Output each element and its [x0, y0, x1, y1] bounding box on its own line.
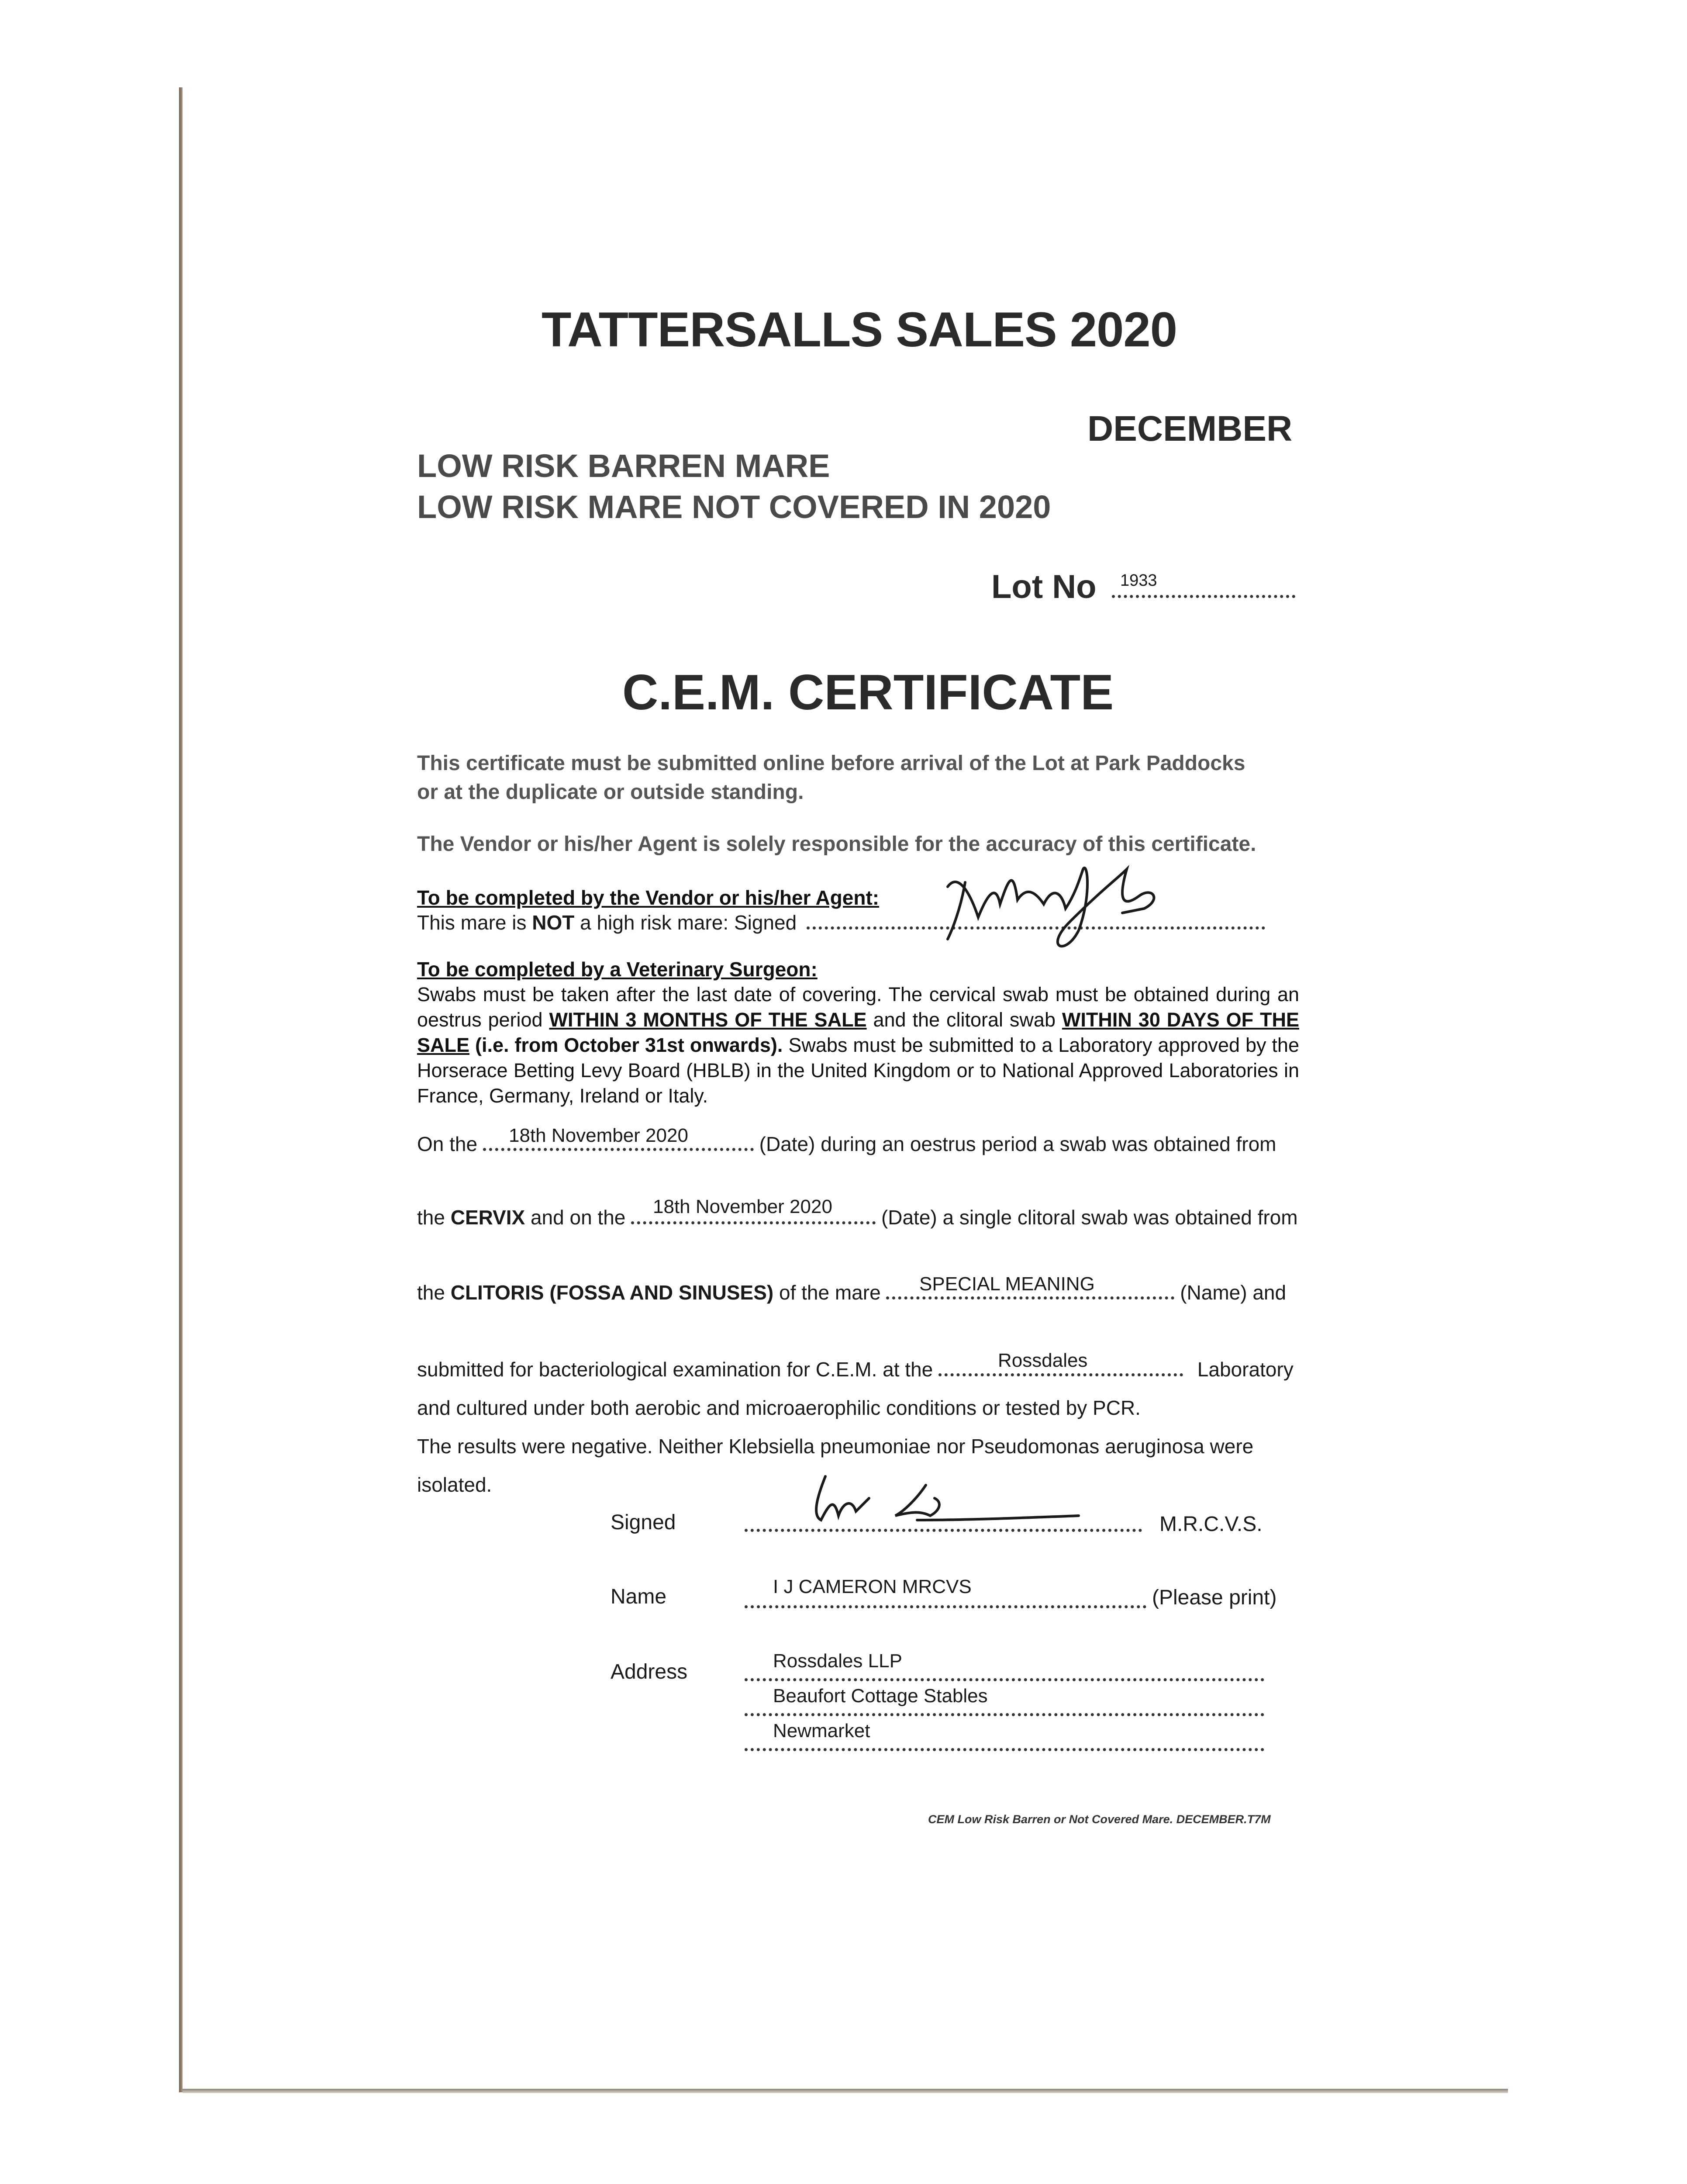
vet-heading: To be completed by a Veterinary Surgeon: [417, 958, 818, 981]
address-label: Address [611, 1660, 688, 1683]
vendor-text-prefix: This mare is [417, 911, 532, 934]
vendor-text-bold: NOT [532, 911, 575, 934]
address-line-3: Newmarket [773, 1720, 870, 1742]
vet-bold-october: (i.e. from October 31st onwards). [469, 1034, 783, 1056]
mrcvs-label: M.R.C.V.S. [1159, 1513, 1263, 1536]
page-edge-left [179, 87, 183, 2092]
form-line-4-suffix: Laboratory [1197, 1358, 1294, 1381]
subtitle-line-2: LOW RISK MARE NOT COVERED IN 2020 [417, 489, 1051, 525]
certificate-title: C.E.M. CERTIFICATE [622, 665, 1114, 720]
lot-label: Lot No [991, 568, 1097, 605]
form-line-2-prefix-a: the [417, 1206, 451, 1229]
form-line-4-prefix: submitted for bacteriological examination for C.E.M. at the [417, 1358, 933, 1381]
form-line-4 [417, 1358, 1294, 1381]
form-line-2 [417, 1206, 1298, 1229]
form-line-3 [417, 1281, 1286, 1304]
sale-month: DECEMBER [1087, 409, 1293, 449]
mare-name-value: SPECIAL MEANING [919, 1273, 1095, 1295]
form-line-2-prefix-b: and on the [525, 1206, 626, 1229]
form-line-2-suffix: (Date) a single clitoral swab was obtained from [881, 1206, 1298, 1229]
vet-name-value: I J CAMERON MRCVS [773, 1576, 972, 1597]
vendor-signature [935, 843, 1179, 974]
form-line-6: The results were negative. Neither Klebsiella pneumoniae nor Pseudomonas aeruginosa were [417, 1435, 1254, 1458]
vet-text-2: and the clitoral swab [866, 1009, 1062, 1031]
form-line-2-bold: CERVIX [450, 1206, 525, 1229]
form-line-1-suffix: (Date) during an oestrus period a swab was obtained from [759, 1133, 1276, 1155]
subtitle-line-1: LOW RISK BARREN MARE [417, 448, 830, 484]
please-print-label: (Please print) [1152, 1586, 1277, 1609]
intro-line-3: The Vendor or his/her Agent is solely responsible for the accuracy of this certificate. [417, 833, 1256, 856]
lot-value: 1933 [1120, 571, 1157, 590]
form-line-3-bold: CLITORIS (FOSSA AND SINUSES) [450, 1281, 774, 1304]
vet-bold-within-3-months: WITHIN 3 MONTHS OF THE SALE [549, 1009, 867, 1031]
form-line-3-prefix-a: the [417, 1281, 451, 1304]
signed-label: Signed [611, 1511, 676, 1534]
vendor-heading: To be completed by the Vendor or his/her Agent: [417, 886, 880, 909]
form-line-3-suffix: (Name) and [1180, 1281, 1287, 1304]
clitoral-date-value: 18th November 2020 [653, 1196, 832, 1217]
vet-bold-within-30-days: WITHIN 30 DAYS OF THE SALE [417, 1009, 1299, 1056]
intro-line-2: or at the duplicate or outside standing. [417, 781, 804, 804]
address-line-2: Beaufort Cottage Stables [773, 1685, 988, 1707]
vet-text-3: Swabs must be submitted to a Laboratory approved by the Horserace Betting Levy Board (HBLB) in the United Kingdom or to National Approved Laboratories in France, Germany, Ireland or Italy. [417, 1034, 1299, 1107]
form-line-5: and cultured under both aerobic and microaerophilic conditions or tested by PCR. [417, 1396, 1141, 1419]
page-edge-bottom [183, 2089, 1508, 2093]
vet-text-1: Swabs must be taken after the last date of covering. The cervical swab must be obtained during an oestrus period [417, 983, 1299, 1031]
vet-signature [795, 1468, 1092, 1538]
footer-reference: CEM Low Risk Barren or Not Covered Mare. DECEMBER.T7M [928, 1813, 1271, 1826]
name-label: Name [611, 1585, 667, 1608]
vendor-text-suffix: a high risk mare: Signed [574, 911, 797, 934]
form-line-7: isolated. [417, 1473, 492, 1496]
form-line-1-prefix: On the [417, 1133, 478, 1155]
form-line-3-prefix-b: of the mare [773, 1281, 881, 1304]
address-line-1: Rossdales LLP [773, 1650, 902, 1672]
intro-line-1: This certificate must be submitted online before arrival of the Lot at Park Paddocks [417, 752, 1245, 775]
document-title: TATTERSALLS SALES 2020 [542, 302, 1177, 357]
vet-instructions [417, 982, 1299, 1109]
cervix-date-value: 18th November 2020 [509, 1125, 688, 1146]
laboratory-value: Rossdales [998, 1350, 1088, 1371]
